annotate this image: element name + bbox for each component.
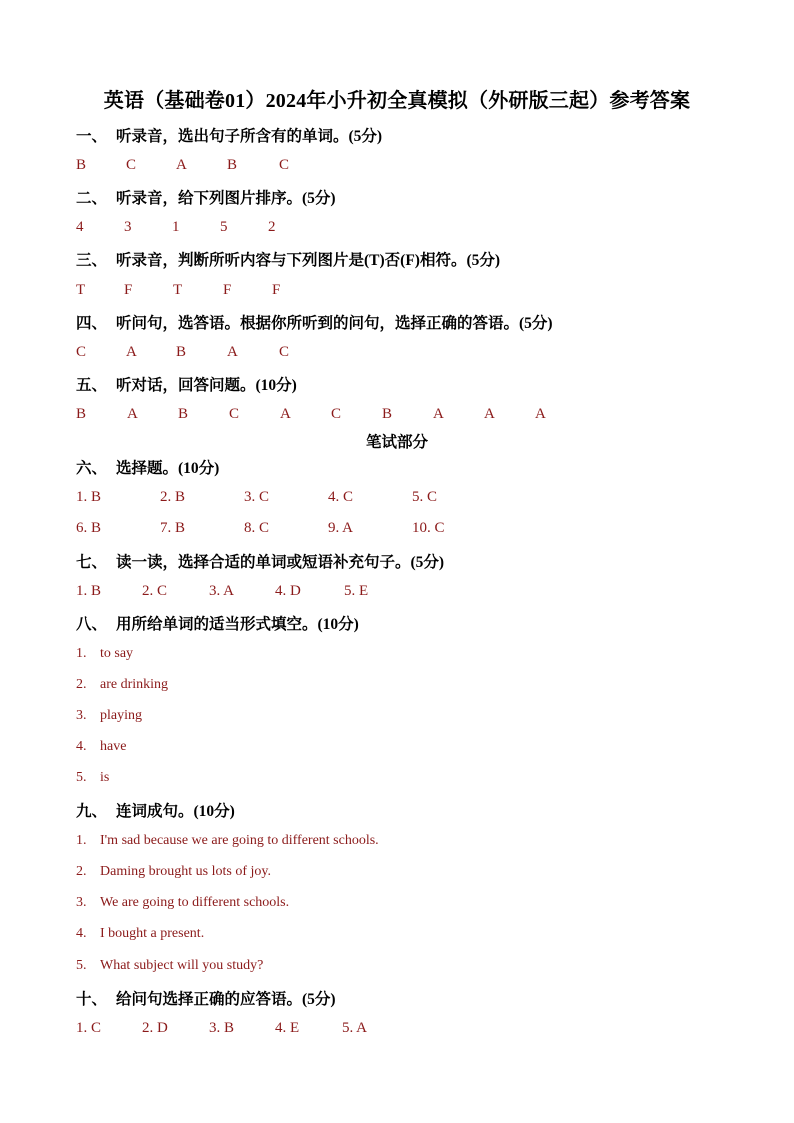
section-number: 六、 <box>76 460 108 477</box>
item-index: 5. <box>76 958 87 973</box>
answer: 3. A <box>209 583 235 599</box>
answer: A <box>127 406 138 422</box>
page-title: 英语（基础卷01）2024年小升初全真模拟（外研版三起）参考答案 <box>103 90 691 112</box>
answer: T <box>173 282 183 298</box>
answer: 5. E <box>344 583 369 599</box>
list-item <box>76 677 168 693</box>
section-number: 五、 <box>76 377 108 394</box>
list-item <box>76 739 126 755</box>
item-index: 1. <box>76 646 87 661</box>
list-item <box>76 864 271 880</box>
answer: 8. C <box>244 520 270 536</box>
section-number: 九、 <box>76 803 108 820</box>
item-index: 2. <box>76 677 87 692</box>
answer: C <box>279 344 290 360</box>
answer: F <box>223 282 232 298</box>
section-instruction: 听录音，判断所听内容与下列图片是(T)否(F)相符。(5分) <box>116 252 501 269</box>
section-5-heading <box>76 373 297 395</box>
answer: 3 <box>124 219 132 235</box>
section-instruction: 听录音，给下列图片排序。(5分) <box>116 190 336 207</box>
answer: 2 <box>268 219 276 235</box>
item-index: 5. <box>76 770 87 785</box>
item-answer: to say <box>100 646 134 661</box>
written-section-header: 笔试部分 <box>365 434 428 451</box>
item-index: 4. <box>76 926 87 941</box>
answer: C <box>126 157 137 173</box>
item-answer: We are going to different schools. <box>100 895 290 910</box>
list-item <box>76 833 379 849</box>
section-3-heading <box>76 248 500 270</box>
answer: A <box>484 406 495 422</box>
answer: C <box>331 406 342 422</box>
answer: 2. D <box>142 1020 168 1036</box>
answer: A <box>176 157 187 173</box>
answer: 10. C <box>412 520 445 536</box>
section-number: 三、 <box>76 252 108 269</box>
list-item <box>76 646 133 662</box>
answer: B <box>176 344 187 360</box>
list-item <box>76 770 109 786</box>
section-instruction: 连词成句。(10分) <box>116 803 235 820</box>
section-2-heading <box>76 186 336 208</box>
section-instruction: 听问句，选答语。根据你所听到的问句，选择正确的答语。(5分) <box>116 315 553 332</box>
answer: 7. B <box>160 520 186 536</box>
section-4-heading <box>76 311 553 333</box>
list-item <box>76 895 289 911</box>
section-instruction: 读一读，选择合适的单词或短语补充句子。(5分) <box>116 554 445 571</box>
section-number: 七、 <box>76 554 108 571</box>
section-1-heading <box>76 124 382 146</box>
answer: 1 <box>172 219 180 235</box>
answer: A <box>126 344 137 360</box>
answer: F <box>272 282 281 298</box>
answer: C <box>279 157 290 173</box>
item-answer: are drinking <box>100 677 169 692</box>
section-8-heading <box>76 612 359 634</box>
item-index: 1. <box>76 833 87 848</box>
answer: B <box>76 157 87 173</box>
section-instruction: 用所给单词的适当形式填空。(10分) <box>116 616 359 633</box>
answer: A <box>535 406 546 422</box>
item-answer: I bought a present. <box>100 926 205 941</box>
item-answer: have <box>100 739 127 754</box>
answer: C <box>229 406 240 422</box>
list-item <box>76 926 204 942</box>
item-answer: is <box>100 770 110 785</box>
answer: A <box>280 406 291 422</box>
answer: 4. E <box>275 1020 300 1036</box>
section-9-heading <box>76 799 235 821</box>
answer: 2. C <box>142 583 168 599</box>
answer: 5 <box>220 219 228 235</box>
item-answer: playing <box>100 708 142 723</box>
answer: 4. D <box>275 583 301 599</box>
section-number: 一、 <box>76 128 108 145</box>
answer: C <box>76 344 87 360</box>
answer: 3. B <box>209 1020 235 1036</box>
section-number: 八、 <box>76 616 108 633</box>
section-instruction: 听录音，选出句子所含有的单词。(5分) <box>116 128 383 145</box>
section-instruction: 给问句选择正确的应答语。(5分) <box>116 991 336 1008</box>
section-number: 四、 <box>76 315 108 332</box>
answer: B <box>227 157 238 173</box>
answer: 6. B <box>76 520 102 536</box>
item-index: 3. <box>76 708 87 723</box>
list-item <box>76 708 142 724</box>
item-answer: What subject will you study? <box>100 958 264 973</box>
section-instruction: 选择题。(10分) <box>116 460 220 477</box>
item-answer: I'm sad because we are going to different schools. <box>100 833 379 848</box>
answer: 9. A <box>328 520 354 536</box>
section-instruction: 听对话，回答问题。(10分) <box>116 377 297 394</box>
item-index: 4. <box>76 739 87 754</box>
item-index: 2. <box>76 864 87 879</box>
item-answer: Daming brought us lots of joy. <box>100 864 271 879</box>
answer: 5. C <box>412 489 438 505</box>
answer: B <box>76 406 87 422</box>
answer: 1. B <box>76 489 102 505</box>
answer: 1. B <box>76 583 102 599</box>
item-index: 3. <box>76 895 87 910</box>
answer: 5. A <box>342 1020 368 1036</box>
section-number: 二、 <box>76 190 108 207</box>
answer: 2. B <box>160 489 186 505</box>
answer: B <box>382 406 393 422</box>
section-6-heading <box>76 456 219 478</box>
list-item <box>76 958 263 974</box>
answer: 4 <box>76 219 84 235</box>
section-10-heading <box>76 987 336 1009</box>
answer: A <box>227 344 238 360</box>
answer: 3. C <box>244 489 270 505</box>
answer: F <box>124 282 133 298</box>
answer: T <box>76 282 86 298</box>
answer: A <box>433 406 444 422</box>
answer: B <box>178 406 189 422</box>
section-7-heading <box>76 550 444 572</box>
section-number: 十、 <box>76 991 108 1008</box>
answer: 4. C <box>328 489 354 505</box>
answer: 1. C <box>76 1020 102 1036</box>
